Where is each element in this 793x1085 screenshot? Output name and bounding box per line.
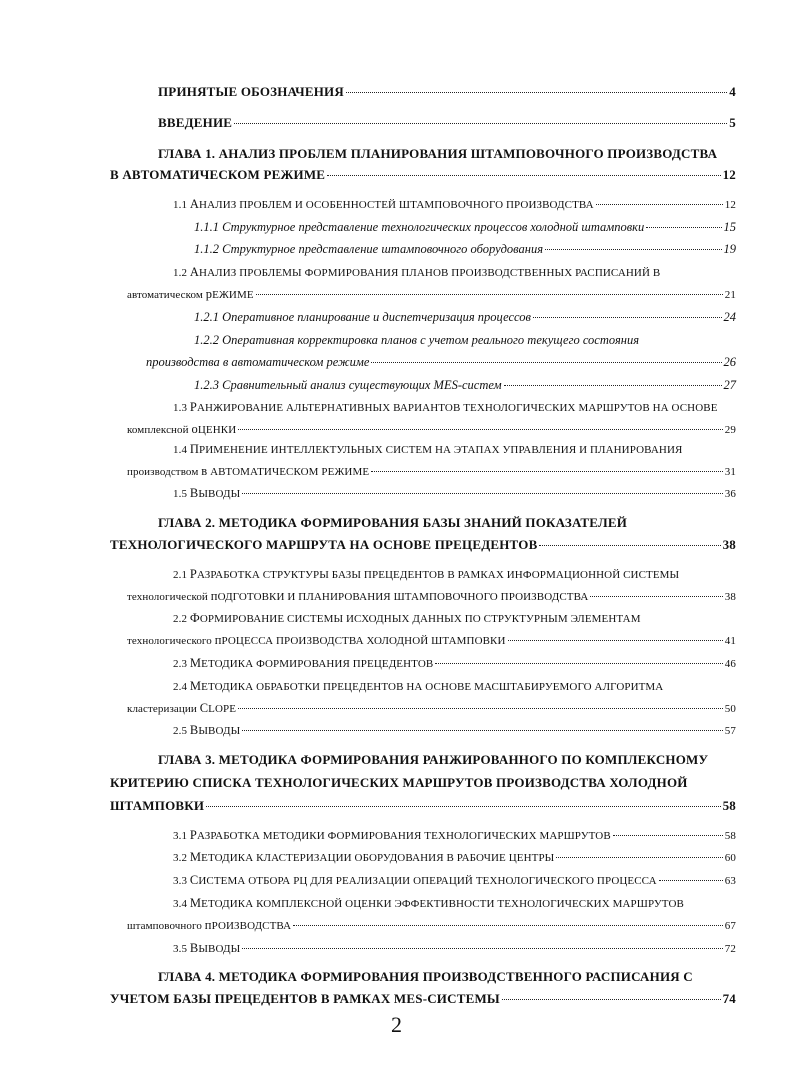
toc-entry-title: 1.1 АНАЛИЗ ПРОБЛЕМ И ОСОБЕННОСТЕЙ ШТАМПОВОЧНОГО ПРОИЗВОДСТВА [173,197,594,211]
toc-entry-page: 19 [723,242,736,256]
toc-chapter-4-title[interactable]: ГЛАВА 4. МЕТОДИКА ФОРМИРОВАНИЯ ПРОИЗВОДСТВЕННОГО РАСПИСАНИЯ С [158,969,693,984]
toc-entry-title: штамповочного пРОИЗВОДСТВА [127,918,292,932]
dot-leader [242,493,723,494]
toc-section-1-3[interactable] [127,421,736,438]
toc-chapter-3-title-line2[interactable]: КРИТЕРИЮ СПИСКА ТЕХНОЛОГИЧЕСКИХ МАРШРУТОВ ПРОИЗВОДСТВА ХОЛОДНОЙ [110,775,688,790]
toc-section-1-2-1[interactable] [194,309,736,325]
dot-leader [659,880,723,881]
dot-leader [556,857,722,858]
toc-chapter-2[interactable] [110,537,736,553]
toc-chapter-1[interactable] [110,167,736,183]
toc-entry-title: технологического пРОЦЕССА ПРОИЗВОДСТВА ХОЛОДНОЙ ШТАМПОВКИ [127,633,506,647]
toc-section-1-1-1[interactable] [194,219,736,235]
dot-leader [293,925,723,926]
toc-entry-title: производства в автоматическом режиме [146,355,370,369]
dot-leader [613,835,723,836]
toc-entry-title: 2.3 МЕТОДИКА ФОРМИРОВАНИЯ ПРЕЦЕДЕНТОВ [173,656,434,670]
toc-entry-page: 58 [724,830,736,842]
dot-leader [435,663,722,664]
toc-section-1-5[interactable] [173,485,736,502]
toc-entry-title: 1.2.1 Оперативное планирование и диспетчеризация процессов [194,310,531,324]
dot-leader [371,362,721,363]
toc-section-1-2[interactable] [127,286,736,303]
toc-entry-page: 50 [724,703,736,715]
toc-section-2-5[interactable] [173,722,736,739]
dot-leader [596,204,723,205]
toc-entry-title: автоматическом рЕЖИМЕ [127,287,254,301]
dot-leader [238,429,723,430]
dot-leader [346,92,727,93]
dot-leader [545,249,721,250]
toc-section-2-4-title[interactable]: 2.4 МЕТОДИКА ОБРАБОТКИ ПРЕЦЕДЕНТОВ НА ОСНОВЕ МАСШТАБИРУЕМОГО АЛГОРИТМА [173,679,664,693]
toc-entry-title: ТЕХНОЛОГИЧЕСКОГО МАРШРУТА НА ОСНОВЕ ПРЕЦЕДЕНТОВ [110,537,538,552]
toc-entry-page: 12 [724,199,736,211]
toc-entry-title: ВВЕДЕНИЕ [158,115,233,130]
toc-entry-page: 57 [724,725,736,737]
toc-entry-title: 1.5 ВЫВОДЫ [173,486,241,500]
toc-entry-title: 3.3 СИСТЕМА ОТБОРА РЦ ДЛЯ РЕАЛИЗАЦИИ ОПЕРАЦИЙ ТЕХНОЛОГИЧЕСКОГО ПРОЦЕССА [173,873,657,887]
toc-section-1-1[interactable] [173,196,736,213]
toc-entry-page: 58 [722,798,736,813]
toc-entry-page: 21 [724,289,736,301]
toc-entry-title: 1.1.1 Структурное представление технологических процессов холодной штамповки [194,220,645,234]
toc-entry-page: 15 [723,220,736,234]
dot-leader [238,708,723,709]
toc-section-1-2-2[interactable] [146,354,736,370]
dot-leader [256,294,723,295]
toc-entry-title: В АВТОМАТИЧЕСКОМ РЕЖИМЕ [110,167,326,182]
dot-leader [242,948,723,949]
toc-section-2-4[interactable] [127,700,736,717]
toc-section-1-2-3[interactable] [194,377,736,393]
dot-leader [327,175,720,176]
dot-leader [371,471,723,472]
toc-entry-page: 4 [729,84,736,99]
dot-leader [533,317,722,318]
toc-entry-page: 67 [724,920,736,932]
toc-entry-page: 27 [723,378,736,392]
toc-entry-page: 38 [722,537,736,552]
toc-entry-page: 5 [729,115,736,130]
toc-chapter-4[interactable] [110,991,736,1007]
page-number: 2 [391,1012,402,1037]
toc-section-1-2-2-title[interactable]: 1.2.2 Оперативная корректировка планов с учетом реального текущего состояния [194,333,640,347]
dot-leader [508,640,723,641]
toc-entry-title: 1.2.3 Сравнительный анализ существующих MES-систем [194,378,502,392]
toc-section-2-2-title[interactable]: 2.2 ФОРМИРОВАНИЕ СИСТЕМЫ ИСХОДНЫХ ДАННЫХ ПО СТРУКТУРНЫМ ЭЛЕМЕНТАМ [173,611,641,625]
toc-entry-intro[interactable] [158,115,736,131]
toc-entry-page: 38 [724,591,736,603]
toc-chapter-1-title[interactable]: ГЛАВА 1. АНАЛИЗ ПРОБЛЕМ ПЛАНИРОВАНИЯ ШТАМПОВОЧНОГО ПРОИЗВОДСТВА [158,146,718,161]
toc-section-2-2[interactable] [127,632,736,649]
toc-entry-page: 46 [724,658,736,670]
toc-entry-title: УЧЕТОМ БАЗЫ ПРЕЦЕДЕНТОВ В РАМКАХ MES-СИСТЕМЫ [110,991,500,1006]
toc-chapter-2-title[interactable]: ГЛАВА 2. МЕТОДИКА ФОРМИРОВАНИЯ БАЗЫ ЗНАНИЙ ПОКАЗАТЕЛЕЙ [158,515,628,530]
toc-section-3-4[interactable] [127,917,736,934]
toc-section-1-2-title[interactable]: 1.2 АНАЛИЗ ПРОБЛЕМЫ ФОРМИРОВАНИЯ ПЛАНОВ ПРОИЗВОДСТВЕННЫХ РАСПИСАНИЙ В [173,265,661,279]
toc-entry-page: 29 [724,424,736,436]
dot-leader [504,385,722,386]
toc-entry-page: 24 [723,310,736,324]
toc-entry-title: 1.1.2 Структурное представление штамповочного оборудования [194,242,544,256]
toc-entry-page: 41 [724,635,736,647]
toc-entry-title: кластеризации CLOPE [127,701,237,715]
dot-leader [590,596,722,597]
toc-entry-page: 72 [724,943,736,955]
toc-entry-notation[interactable] [158,84,736,100]
toc-entry-page: 74 [722,991,736,1006]
toc-entry-title: 3.5 ВЫВОДЫ [173,941,241,955]
dot-leader [234,123,727,124]
toc-section-3-2[interactable] [173,849,736,866]
toc-entry-title: производством в АВТОМАТИЧЕСКОМ РЕЖИМЕ [127,464,370,478]
toc-entry-title: комплексной оЦЕНКИ [127,422,237,436]
toc-section-2-1-title[interactable]: 2.1 РАЗРАБОТКА СТРУКТУРЫ БАЗЫ ПРЕЦЕДЕНТОВ В РАМКАХ ИНФОРМАЦИОННОЙ СИСТЕМЫ [173,567,680,581]
toc-chapter-3-title[interactable]: ГЛАВА 3. МЕТОДИКА ФОРМИРОВАНИЯ РАНЖИРОВАННОГО ПО КОМПЛЕКСНОМУ [158,752,709,767]
toc-entry-page: 63 [724,875,736,887]
toc-entry-title: технологической пОДГОТОВКИ И ПЛАНИРОВАНИЯ ШТАМПОВОЧНОГО ПРОИЗВОДСТВА [127,589,589,603]
toc-entry-page: 12 [722,167,736,182]
toc-section-3-1[interactable] [173,827,736,844]
toc-entry-title: 3.1 РАЗРАБОТКА МЕТОДИКИ ФОРМИРОВАНИЯ ТЕХНОЛОГИЧЕСКИХ МАРШРУТОВ [173,828,611,842]
toc-section-2-1[interactable] [127,588,736,605]
dot-leader [539,545,720,546]
toc-entry-page: 31 [724,466,736,478]
toc-section-2-3[interactable] [173,655,736,672]
toc-section-3-5[interactable] [173,940,736,957]
dot-leader [206,806,720,807]
toc-section-1-3-title[interactable]: 1.3 РАНЖИРОВАНИЕ АЛЬТЕРНАТИВНЫХ ВАРИАНТОВ ТЕХНОЛОГИЧЕСКИХ МАРШРУТОВ НА ОСНОВЕ [173,400,718,414]
toc-entry-title: 2.5 ВЫВОДЫ [173,723,241,737]
toc-entry-page: 36 [724,488,736,500]
toc-section-3-4-title[interactable]: 3.4 МЕТОДИКА КОМПЛЕКСНОЙ ОЦЕНКИ ЭФФЕКТИВНОСТИ ТЕХНОЛОГИЧЕСКИХ МАРШРУТОВ [173,896,684,910]
toc-entry-title: 3.2 МЕТОДИКА КЛАСТЕРИЗАЦИИ ОБОРУДОВАНИЯ В РАБОЧИЕ ЦЕНТРЫ [173,850,555,864]
toc-entry-title: ПРИНЯТЫЕ ОБОЗНАЧЕНИЯ [158,84,344,99]
toc-section-3-3[interactable] [173,872,736,889]
toc-entry-page: 60 [724,852,736,864]
dot-leader [242,730,723,731]
toc-entry-title: ШТАМПОВКИ [110,798,205,813]
dot-leader [502,999,721,1000]
dot-leader [646,227,721,228]
toc-section-1-1-2[interactable] [194,241,736,257]
toc-chapter-3[interactable] [110,798,736,814]
toc-section-1-4-title[interactable]: 1.4 ПРИМЕНЕНИЕ ИНТЕЛЛЕКТУЛЬНЫХ СИСТЕМ НА ЭТАПАХ УПРАВЛЕНИЯ И ПЛАНИРОВАНИЯ [173,442,683,456]
toc-section-1-4[interactable] [127,463,736,480]
toc-entry-page: 26 [723,355,736,369]
